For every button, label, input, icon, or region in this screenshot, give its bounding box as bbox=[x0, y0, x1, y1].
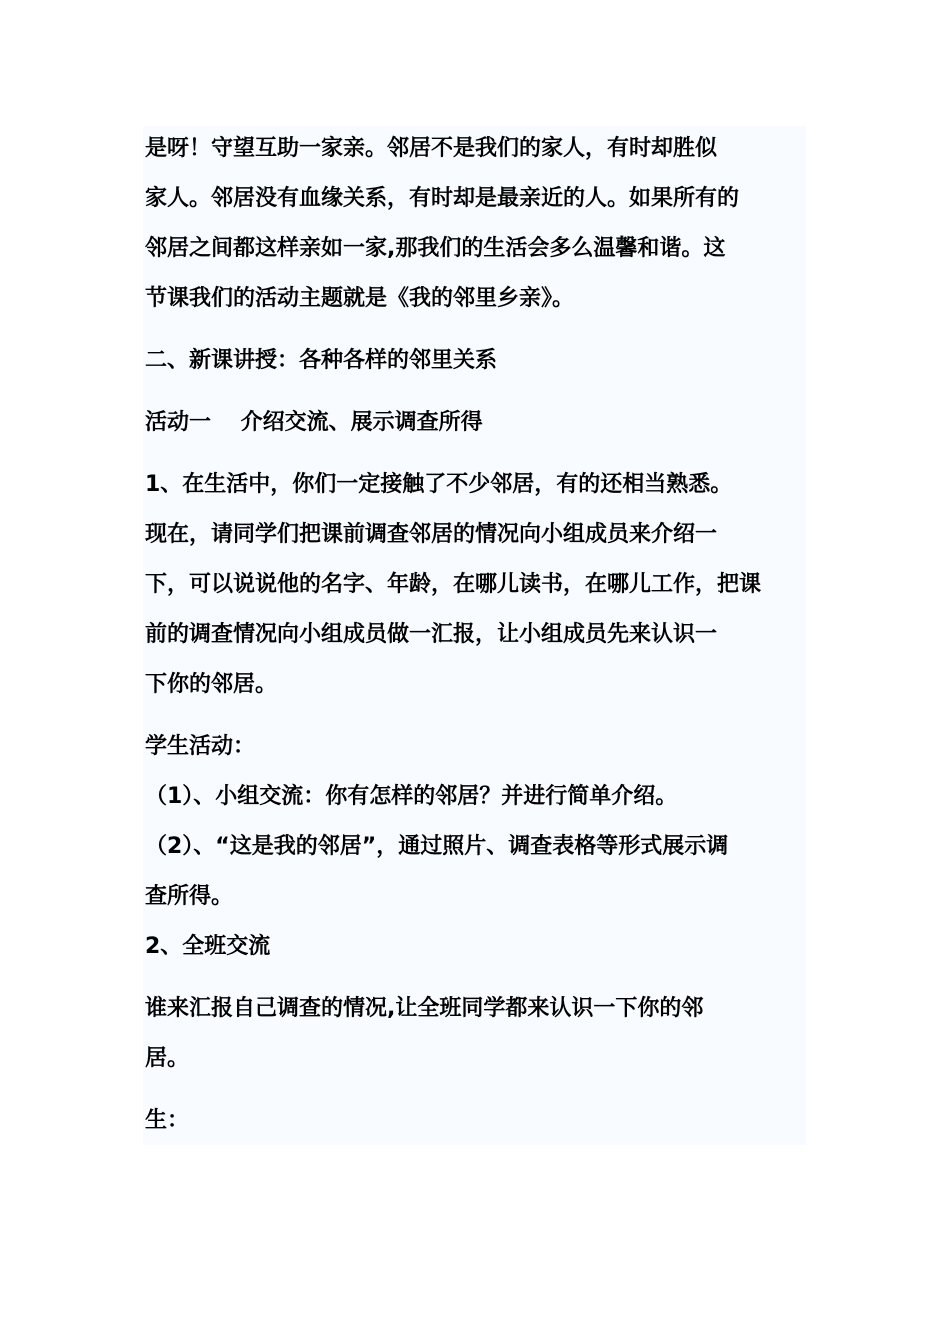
section-heading: 二、新课讲授：各种各样的邻里关系 bbox=[145, 348, 498, 373]
paragraph-line: 是呀！守望互助一家亲。邻居不是我们的家人，有时却胜似 bbox=[145, 136, 718, 161]
paragraph-line: 谁来汇报自己调查的情况,让全班同学都来认识一下你的邻 bbox=[145, 996, 704, 1021]
paragraph-line: 现在，请同学们把课前调查邻居的情况向小组成员来介绍一 bbox=[145, 522, 718, 547]
list-item: （2）、“这是我的邻居”，通过照片、调查表格等形式展示调 bbox=[145, 834, 729, 859]
paragraph-line: 下你的邻居。 bbox=[145, 672, 278, 697]
paragraph-line: 下，可以说说他的名字、年龄，在哪儿读书，在哪儿工作，把课 bbox=[145, 572, 762, 597]
paragraph-line: 节课我们的活动主题就是《我的邻里乡亲》。 bbox=[145, 286, 575, 311]
activity-heading: 活动一 介绍交流、展示调查所得 bbox=[145, 410, 483, 435]
student-response-label: 生： bbox=[145, 1108, 190, 1133]
subsection-heading: 2、全班交流 bbox=[145, 934, 271, 959]
paragraph-line: 居。 bbox=[145, 1046, 190, 1071]
paragraph-line: 前的调查情况向小组成员做一汇报，让小组成员先来认识一 bbox=[145, 622, 718, 647]
list-item: （1）、小组交流：你有怎样的邻居？并进行简单介绍。 bbox=[145, 784, 678, 809]
paragraph-line: 1、在生活中，你们一定接触了不少邻居，有的还相当熟悉。 bbox=[145, 472, 733, 497]
student-activity-heading: 学生活动： bbox=[145, 734, 256, 759]
paragraph-line: 家人。邻居没有血缘关系，有时却是最亲近的人。如果所有的 bbox=[145, 186, 740, 211]
paragraph-line: 邻居之间都这样亲如一家,那我们的生活会多么温馨和谐。这 bbox=[145, 236, 726, 261]
paragraph-line: 查所得。 bbox=[145, 884, 234, 909]
